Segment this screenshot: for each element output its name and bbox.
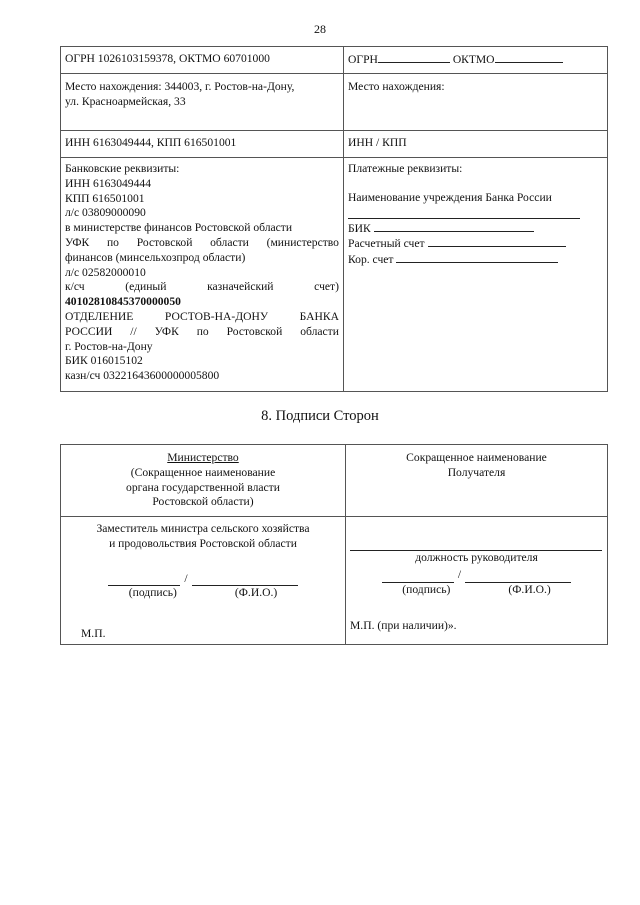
bank-left-cell — [61, 158, 344, 392]
bank-line: л/с 02582000010 — [65, 265, 146, 279]
fio-blank — [192, 575, 298, 586]
requisites-table — [60, 46, 608, 392]
bank-line: в министерстве финансов Ростовской области — [65, 221, 293, 235]
right-head-cell — [346, 445, 608, 517]
word: Ростовской — [226, 324, 283, 338]
fio-label: (Ф.И.О.) — [234, 586, 278, 600]
corr-blank — [396, 252, 558, 263]
bank-line: БИК 016015102 — [65, 354, 143, 368]
bank-line: казн/сч 03221643600000005800 — [65, 369, 220, 383]
position-blank — [350, 540, 602, 551]
address-right-cell — [344, 74, 608, 131]
account-blank — [428, 236, 566, 247]
word: // — [130, 324, 137, 338]
bank-line: Банковские реквизиты: — [65, 162, 180, 175]
ogrn-right-label: ОГРН — [348, 53, 378, 66]
ks-line — [65, 280, 339, 295]
bank-line: КПП 616501001 — [65, 191, 145, 205]
slash: / — [457, 567, 462, 581]
account-label: Расчетный счет — [348, 237, 425, 251]
left-stamp: М.П. — [81, 627, 106, 641]
address-right: Место нахождения: — [348, 80, 445, 93]
ogrn-right-cell — [344, 47, 608, 74]
signature-line — [350, 568, 603, 583]
word: по — [196, 324, 209, 338]
slash: / — [184, 571, 188, 585]
word: (министерство — [266, 235, 339, 249]
word: области — [210, 235, 249, 249]
ogrn-left-cell — [61, 47, 344, 74]
bank-line: г. Ростов-на-Дону — [65, 339, 153, 353]
word: УФК — [65, 235, 90, 249]
word: (единый — [125, 280, 167, 294]
fio-blank — [465, 572, 571, 583]
ogrn-left: ОГРН 1026103159378, ОКТМО 60701000 — [65, 52, 270, 65]
bank-line: ИНН 6163049444 — [65, 176, 151, 190]
inn-right: ИНН / КПП — [348, 136, 407, 149]
position-line: Заместитель министра сельского хозяйства — [96, 522, 310, 535]
head-line: органа государственной власти — [126, 480, 280, 494]
word: казначейский — [207, 280, 274, 294]
head-line: Ростовской области) — [152, 495, 254, 509]
inn-right-cell — [344, 131, 608, 158]
sign-label: (подпись) — [402, 582, 451, 596]
position-label: должность руководителя — [415, 551, 538, 564]
sign-blank — [382, 572, 454, 583]
section-title: 8. Подписи Сторон — [261, 408, 379, 424]
position-line: и продовольствия Ростовской области — [109, 536, 297, 550]
word: счет) — [314, 280, 339, 294]
ufk-line — [65, 236, 339, 251]
word: РОССИИ — [65, 324, 113, 338]
word: ОТДЕЛЕНИЕ — [65, 309, 134, 323]
head-line: Сокращенное наименование — [406, 451, 547, 464]
russia-line — [65, 325, 339, 340]
sign-blank — [108, 575, 180, 586]
bik-blank — [374, 221, 534, 232]
payment-title: Платежные реквизиты: — [348, 162, 463, 175]
address-left-line: ул. Красноармейская, 33 — [65, 94, 186, 108]
address-left-line: Место нахождения: 344003, г. Ростов-на-Дону, — [65, 80, 295, 93]
address-left-cell — [61, 74, 344, 131]
inn-left-cell — [61, 131, 344, 158]
bik-label: БИК — [348, 221, 371, 235]
left-head-cell — [61, 445, 346, 517]
right-stamp: М.П. (при наличии)». — [350, 619, 457, 633]
fio-label: (Ф.И.О.) — [508, 582, 551, 596]
word: по — [106, 235, 119, 249]
oktmo-right-label: ОКТМО — [452, 53, 495, 66]
bank-name-label: Наименование учреждения Банка России — [348, 190, 552, 204]
corr-label: Кор. счет — [348, 253, 394, 267]
bank-line: финансов (минсельхозпрод области) — [65, 250, 246, 264]
head-line: (Сокращенное наименование — [130, 465, 276, 479]
word: Ростовской — [136, 235, 193, 249]
signatures-table — [60, 444, 608, 645]
word: РОСТОВ-НА-ДОНУ — [164, 309, 269, 323]
bank-line: л/с 03809000090 — [65, 206, 146, 220]
word: УФК — [154, 324, 179, 338]
page-number: 28 — [314, 22, 326, 36]
oktmo-blank — [495, 52, 563, 63]
ogrn-blank — [378, 52, 450, 63]
ks-number: 40102810845370000050 — [65, 295, 181, 309]
otd-line — [65, 310, 339, 325]
bank-name-blank — [348, 208, 580, 219]
sign-label: (подпись) — [128, 586, 177, 600]
head-line: Получателя — [447, 465, 506, 479]
ministry-heading: Министерство — [167, 451, 239, 464]
word: к/сч — [65, 280, 85, 294]
right-sign-cell — [346, 517, 608, 645]
word: БАНКА — [299, 309, 339, 323]
word: области — [300, 324, 339, 338]
inn-left: ИНН 6163049444, КПП 616501001 — [65, 136, 237, 149]
signature-line — [65, 572, 341, 587]
left-sign-cell — [61, 517, 346, 645]
bank-right-cell — [344, 158, 608, 392]
